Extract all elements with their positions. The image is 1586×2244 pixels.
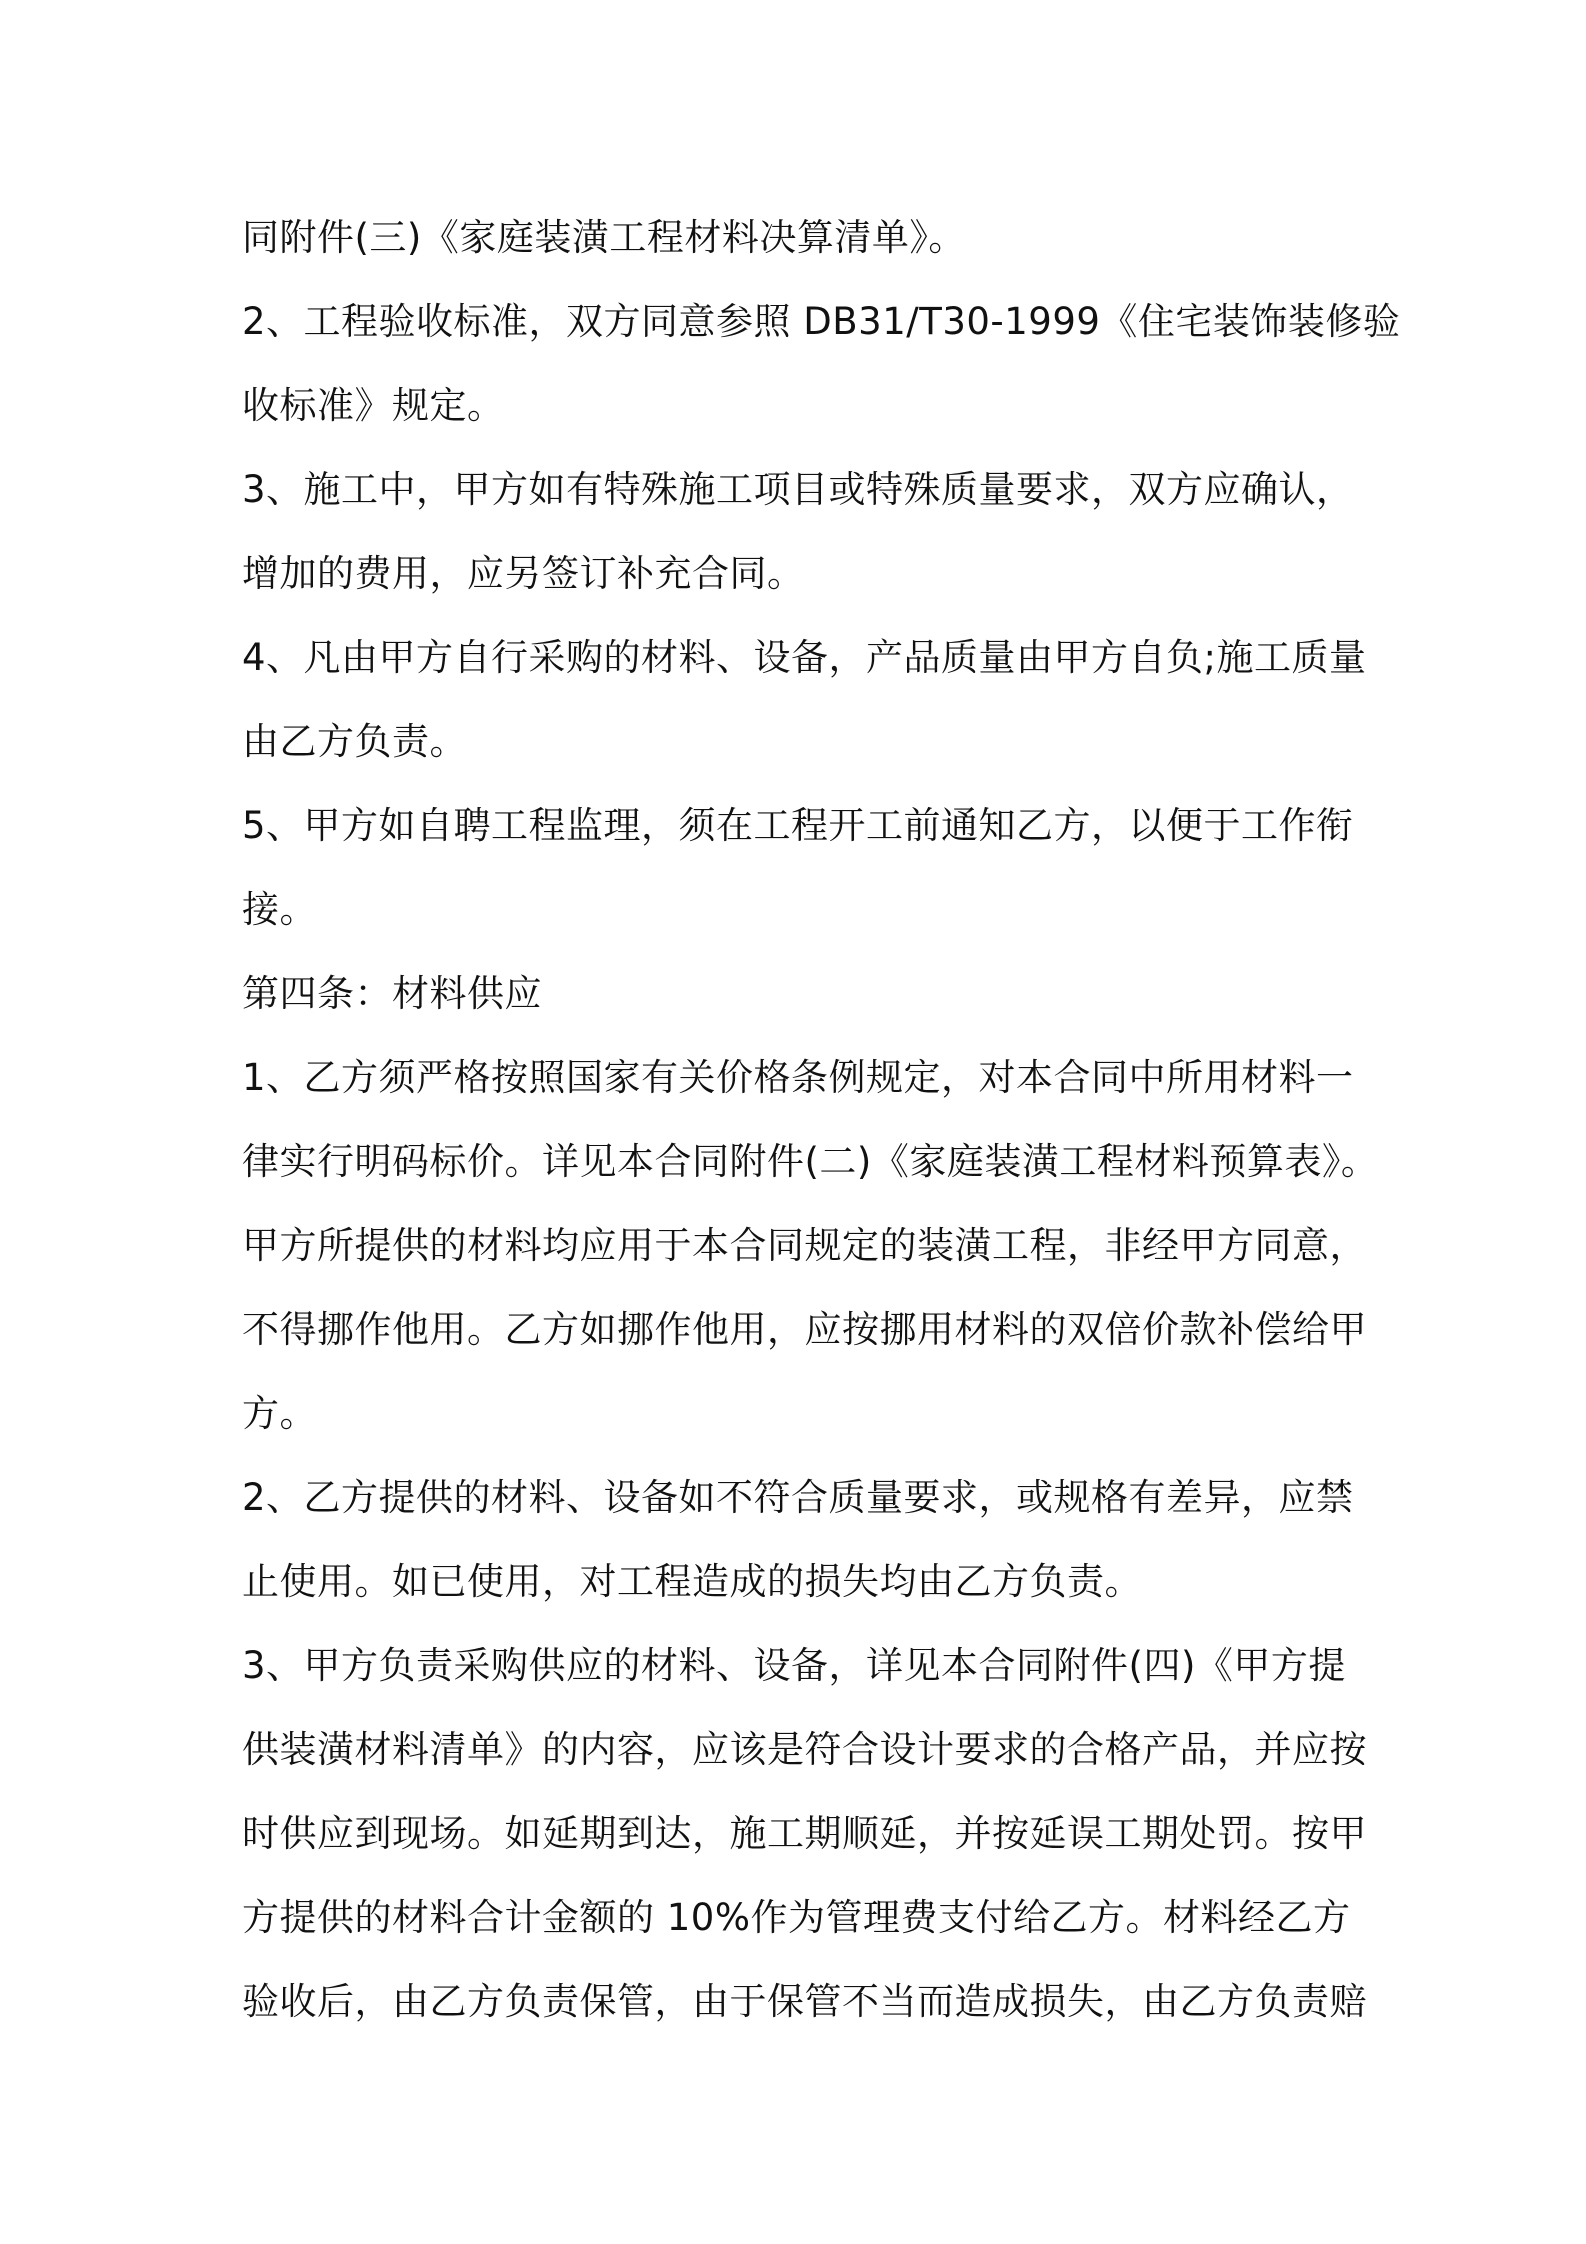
text-line: 2、乙方提供的材料、设备如不符合质量要求，或规格有差异，应禁	[242, 1476, 1354, 1519]
text-line: 4、凡由甲方自行采购的材料、设备，产品质量由甲方自负;施工质量	[242, 636, 1367, 679]
text-line: 不得挪作他用。乙方如挪作他用，应按挪用材料的双倍价款补偿给甲	[242, 1308, 1367, 1351]
text-line: 方。	[242, 1392, 317, 1435]
text-line: 接。	[242, 888, 317, 931]
text-line: 1、乙方须严格按照国家有关价格条例规定，对本合同中所用材料一	[242, 1056, 1354, 1099]
text-line: 2、工程验收标准，双方同意参照 DB31/T30-1999《住宅装饰装修验	[242, 300, 1401, 343]
text-line: 方提供的材料合计金额的 10%作为管理费支付给乙方。材料经乙方	[242, 1896, 1351, 1939]
text-line: 收标准》规定。	[242, 384, 505, 427]
document-body	[242, 196, 1401, 2044]
section-heading: 第四条：材料供应	[242, 972, 542, 1015]
text-line: 同附件(三)《家庭装潢工程材料决算清单》。	[242, 216, 966, 259]
text-line: 增加的费用，应另签订补充合同。	[242, 552, 805, 595]
text-line: 由乙方负责。	[242, 720, 467, 763]
text-line: 3、施工中，甲方如有特殊施工项目或特殊质量要求，双方应确认，	[242, 468, 1354, 511]
text-line: 5、甲方如自聘工程监理，须在工程开工前通知乙方，以便于工作衔	[242, 804, 1354, 847]
text-line: 供装潢材料清单》的内容，应该是符合设计要求的合格产品，并应按	[242, 1728, 1367, 1771]
text-line: 时供应到现场。如延期到达，施工期顺延，并按延误工期处罚。按甲	[242, 1812, 1367, 1855]
text-line: 验收后，由乙方负责保管，由于保管不当而造成损失，由乙方负责赔	[242, 1980, 1367, 2023]
text-line: 止使用。如已使用，对工程造成的损失均由乙方负责。	[242, 1560, 1142, 1603]
text-line: 甲方所提供的材料均应用于本合同规定的装潢工程，非经甲方同意，	[242, 1224, 1367, 1267]
text-line: 3、甲方负责采购供应的材料、设备，详见本合同附件(四)《甲方提	[242, 1644, 1346, 1687]
text-line: 律实行明码标价。详见本合同附件(二)《家庭装潢工程材料预算表》。	[242, 1140, 1379, 1183]
